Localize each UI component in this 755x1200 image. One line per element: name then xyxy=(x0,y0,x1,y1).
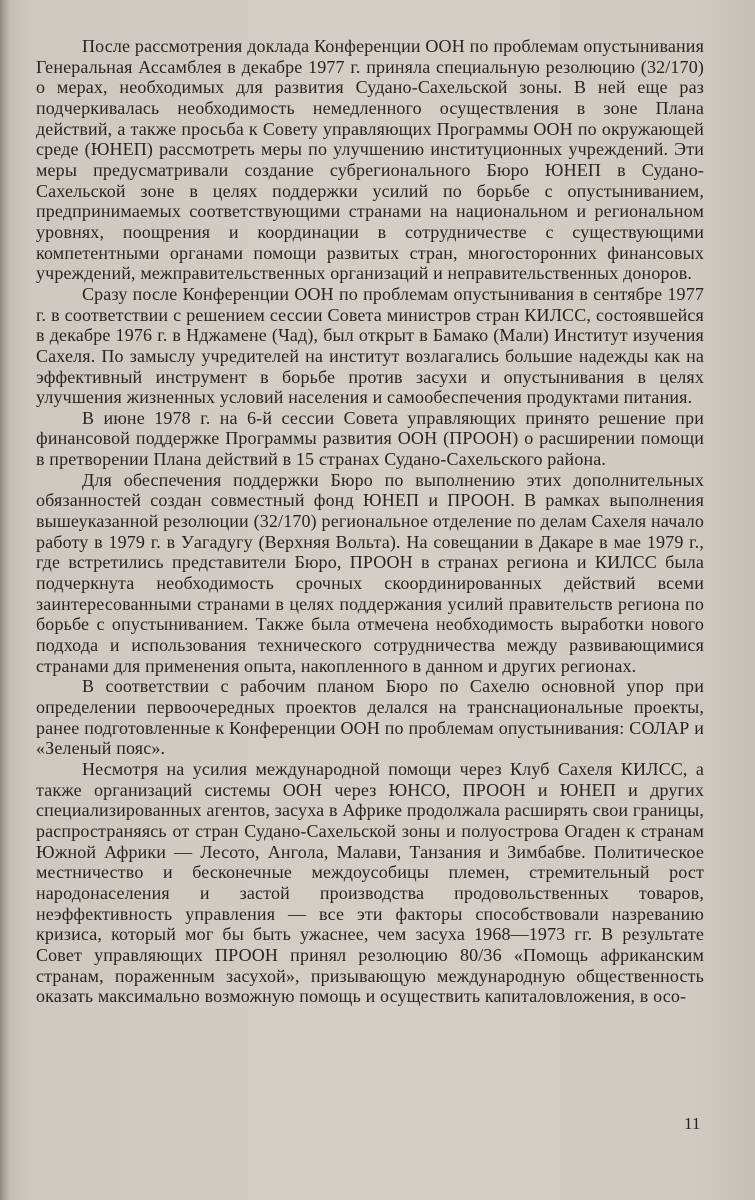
page-number: 11 xyxy=(684,1114,701,1133)
paragraph-4: Для обеспечения поддержки Бюро по выполнению этих дополнительных обязанностей создан совместный фонд ЮНЕП и ПРООН. В рамках выполнения вышеуказанной резолюции (32/170) региональное отделение по делам Сахеля начало работу в 1979 г. в Уагадугу (Верхняя Вольта). На совещании в Дакаре в мае 1979 г., где встретились представители Бюро, ПРООН в странах региона и КИЛСС была подчеркнута необходимость срочных скоординированных действий всеми заинтересованными странами в целях поддержания усилий правительств региона по борьбе с опустыниванием. Также была отмечена необходимость выработки нового подхода и использования технического сотрудничества между развивающимися странами для применения опыта, накопленного в данном и других регионах. xyxy=(36,469,704,676)
paragraph-5: В соответствии с рабочим планом Бюро по Сахелю основной упор при определении первоочередных проектов делался на транснациональные проекты, ранее подготовленные к Конференции ООН по проблемам опустынивания: СОЛАР и «Зеленый пояс». xyxy=(36,676,704,759)
page-binding-edge xyxy=(0,0,10,1200)
paragraph-2: Сразу после Конференции ООН по проблемам опустынивания в сентябре 1977 г. в соответствии с решением сессии Совета министров стран КИЛСС, состоявшейся в декабре 1976 г. в Нджамене (Чад), был открыт в Бамако (Мали) Институт изучения Сахеля. По замыслу учредителей на институт возлагались большие надежды как на эффективный инструмент в борьбе против засухи и опустынивания в целях улучшения жизненных условий населения и самообеспечения продуктами питания. xyxy=(36,283,704,408)
body-text xyxy=(36,36,704,1007)
paragraph-6: Несмотря на усилия международной помощи через Клуб Сахеля КИЛСС, а также организаций системы ООН через ЮНСО, ПРООН и ЮНЕП и других специализированных агентов, засуха в Африке продолжала расширять свои границы, распространяясь от стран Судано-Сахельской зоны и полуострова Огаден к странам Южной Африки — Лесото, Ангола, Малави, Танзания и Зимбабве. Политическое местничество и бесконечные междоусобицы племен, стремительный рост народонаселения и застой производства продовольственных товаров, неэффективность управления — все эти факторы способствовали назреванию кризиса, который мог бы быть ужаснее, чем засуха 1968—1973 гг. В результате Совет управляющих ПРООН принял резолюцию 80/36 «Помощь африканским странам, пораженным засухой», призывающую международную общественность оказать максимально возможную помощь и осуществить капиталовложения, в осо- xyxy=(36,758,704,1007)
paragraph-3: В июне 1978 г. на 6-й сессии Совета управляющих принято решение при финансовой поддержке Программы развития ООН (ПРООН) о расширении помощи в претворении Плана действий в 15 странах Судано-Сахельского района. xyxy=(36,407,704,470)
paragraph-1: После рассмотрения доклада Конференции ООН по проблемам опустынивания Генеральная Ассамблея в декабре 1977 г. приняла специальную резолюцию (32/170) о мерах, необходимых для развития Судано-Сахельской зоны. В ней еще раз подчеркивалась необходимость немедленного осуществления в зоне Плана действий, а также просьба к Совету управляющих Программы ООН по окружающей среде (ЮНЕП) рассмотреть меры по улучшению институционных учреждений. Эти меры предусматривали создание субрегионального Бюро ЮНЕП в Судано-Сахельской зоне в целях поддержки усилий по борьбе с опустыниванием, предпринимаемых соответствующими странами на национальном и региональном уровнях, поощрения и координации в сотрудничестве с существующими компетентными органами помощи развитых стран, многосторонних финансовых учреждений, межправительственных организаций и неправительственных доноров. xyxy=(36,36,704,284)
